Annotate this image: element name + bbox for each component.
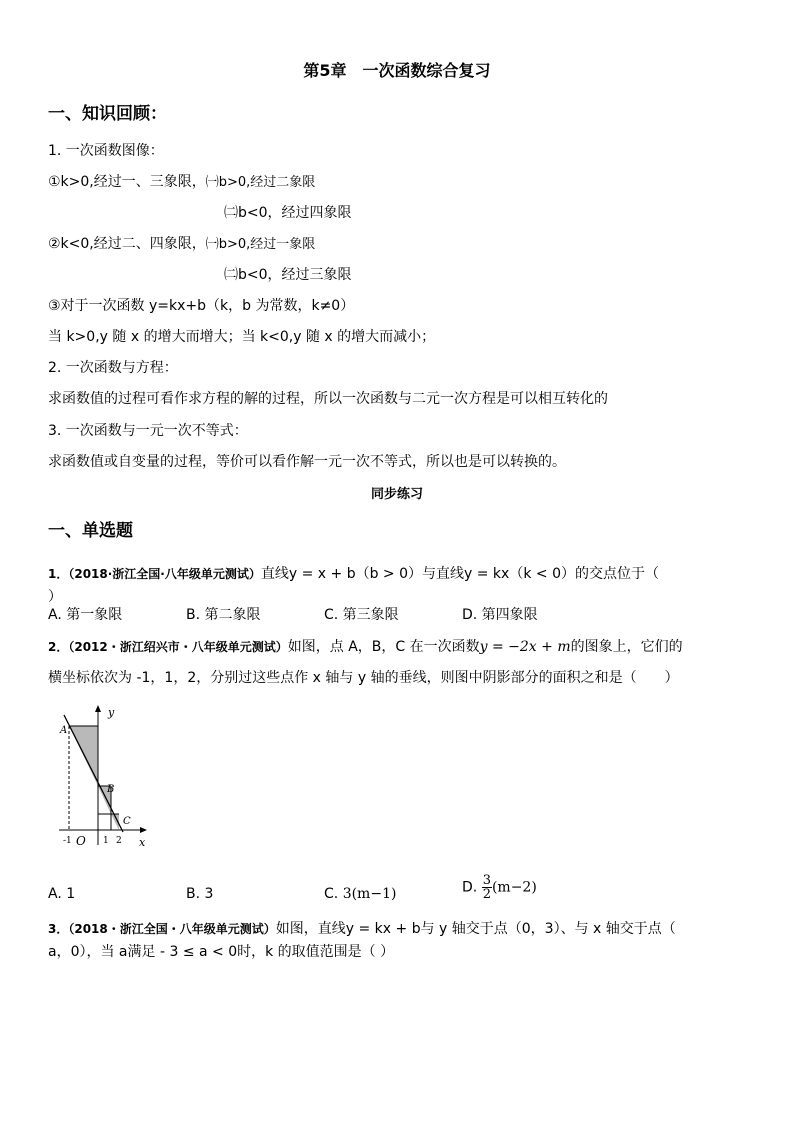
knowledge-line-3: ㈡b<0，经过四象限: [224, 205, 352, 221]
shaded-triangle-a: [69, 726, 98, 786]
question-2-option-b[interactable]: B. 3: [186, 886, 214, 902]
page-title: 第5章 一次函数综合复习: [303, 61, 491, 80]
question-2-option-a[interactable]: A. 1: [48, 886, 76, 902]
question-1-option-d[interactable]: D. 第四象限: [462, 607, 538, 623]
question-3-line-2: a，0），当 a满足 - 3 ≤ a < 0时，k 的取值范围是（ ）: [48, 944, 395, 960]
question-2-text-a: 如图，点 A，B，C 在一次函数: [287, 639, 480, 655]
y-axis-arrow: [95, 705, 101, 712]
question-3-text-1: 如图，直线y = kx + b与 y 轴交于点（0，3）、与 x 轴交于点（: [275, 921, 676, 937]
knowledge-line-9: 求函数值的过程可看作求方程的解的过程，所以一次函数与二元一次方程是可以相互转化的: [48, 391, 608, 407]
knowledge-b-positive-1: ㈠b>0,经过二象限: [205, 175, 316, 190]
question-2-option-d[interactable]: [462, 874, 537, 901]
x-axis-arrow: [140, 827, 147, 833]
knowledge-line-6: ③对于一次函数 y=kx+b（k，b 为常数，k≠0）: [48, 298, 355, 314]
option-d-letter: D.: [462, 879, 478, 896]
question-2: [48, 636, 683, 656]
question-2-formula: y = −2x + m: [479, 639, 571, 655]
tick-label-2: 2: [116, 836, 122, 846]
question-1-close-paren: ）: [48, 589, 62, 605]
tick-label-1: 1: [103, 836, 109, 846]
y-axis-label: y: [108, 706, 115, 719]
question-2-figure: [55, 700, 155, 850]
knowledge-line-4: [48, 233, 315, 253]
knowledge-line-1: 1. 一次函数图像：: [48, 143, 164, 159]
question-1-option-b[interactable]: B. 第二象限: [186, 607, 261, 623]
knowledge-line-11: 求函数值或自变量的过程，等价可以看作解一元一次不等式，所以也是可以转换的。: [48, 454, 566, 470]
question-1-option-a[interactable]: A. 第一象限: [48, 607, 123, 623]
question-1: [48, 563, 659, 583]
question-3-source: 3．（2018・浙江全国・八年级单元测试）: [48, 922, 276, 936]
question-1-text: 直线y = x + b（b > 0）与直线y = kx（k < 0）的交点位于（: [260, 566, 659, 582]
sync-practice-heading: 同步练习: [370, 487, 423, 502]
question-2-source: 2．（2012・浙江绍兴市・八年级单元测试）: [48, 640, 288, 654]
point-b-label: B: [107, 784, 115, 795]
knowledge-b-positive-2: ㈠b>0,经过一象限: [205, 237, 316, 252]
knowledge-k-positive: ①k>0,经过一、三象限，: [48, 174, 206, 190]
option-d-denominator: 2: [482, 887, 491, 902]
knowledge-line-8: 2. 一次函数与方程：: [48, 360, 178, 376]
knowledge-k-negative: ②k<0,经过二、四象限，: [48, 236, 206, 252]
knowledge-line-2: [48, 171, 315, 191]
section-heading-review: 一、知识回顾：: [48, 104, 167, 124]
option-c-letter: C.: [324, 886, 339, 902]
question-1-option-c[interactable]: C. 第三象限: [324, 607, 399, 623]
option-d-expression: (m−2): [491, 879, 537, 896]
question-1-source: 1．（2018·浙江全国·八年级单元测试）: [48, 567, 261, 581]
origin-label: O: [76, 834, 86, 848]
point-a-label: A: [60, 725, 68, 736]
question-2-line-2: 横坐标依次为 -1，1，2，分别过这些点作 x 轴与 y 轴的垂线，则图中阴影部分的面积之和是（ ）: [48, 670, 679, 686]
section-heading-single-choice: 一、单选题: [48, 521, 133, 541]
tick-label-neg1: -1: [63, 836, 72, 846]
question-2-option-c[interactable]: [324, 886, 396, 902]
option-d-numerator: 3: [482, 873, 491, 888]
knowledge-line-5: ㈡b<0，经过三象限: [224, 267, 352, 283]
option-c-expression: 3(m−1): [342, 886, 397, 902]
option-d-fraction: [482, 874, 492, 901]
point-c-label: C: [123, 816, 131, 827]
knowledge-line-7: 当 k>0,y 随 x 的增大而增大；当 k<0,y 随 x 的增大而减小；: [48, 329, 436, 345]
question-3: [48, 918, 676, 938]
x-axis-label: x: [139, 836, 146, 849]
question-2-text-b: 的图象上，它们的: [570, 639, 683, 655]
knowledge-line-10: 3. 一次函数与一元一次不等式：: [48, 423, 248, 439]
